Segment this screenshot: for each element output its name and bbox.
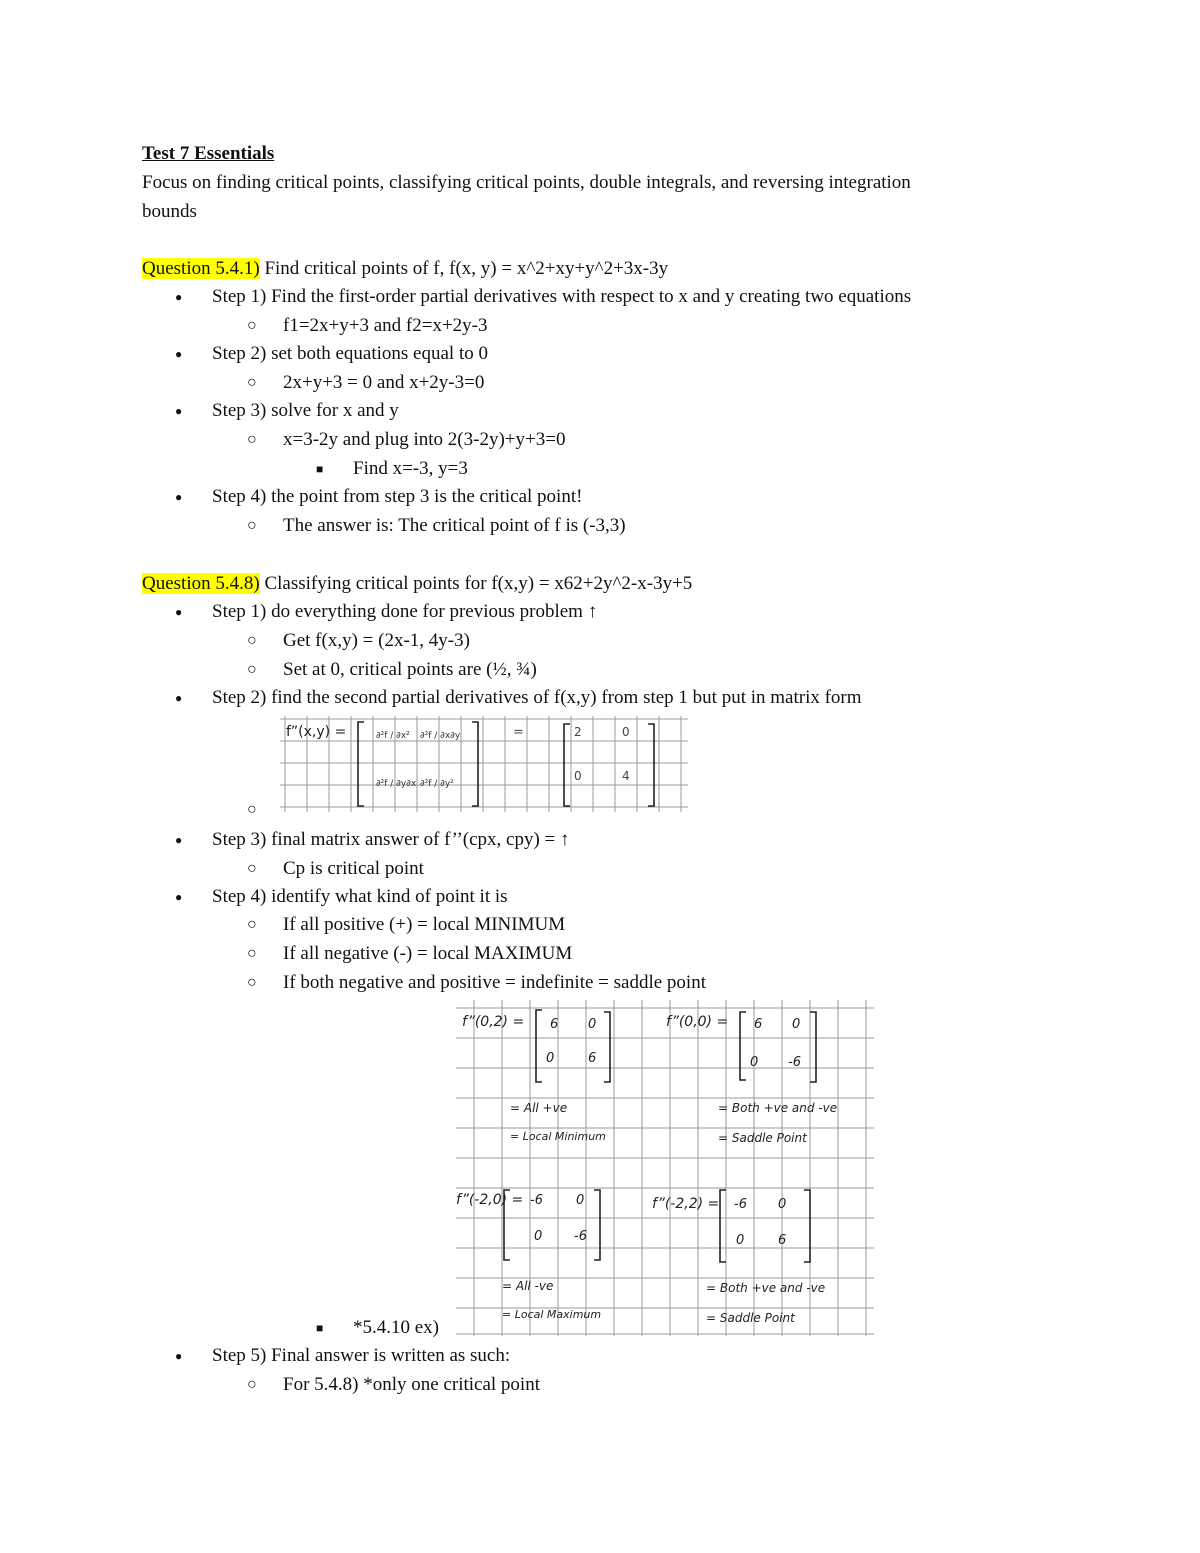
bullet-disc-icon	[175, 342, 182, 366]
matrix-entry-21: ∂²f / ∂y∂x	[376, 779, 417, 789]
bullet-circle-icon	[247, 314, 257, 338]
bullet-circle-icon	[247, 1373, 257, 1397]
q1-step-2: Step 2) set both equations equal to 0	[212, 343, 488, 364]
example-2-c: 0	[750, 1055, 759, 1070]
question-541-heading	[142, 257, 668, 281]
q2-step-4d: *5.4.10 ex)	[353, 1317, 440, 1338]
example-1-line1: = All +ve	[510, 1101, 568, 1115]
example-4-line2: = Saddle Point	[706, 1311, 795, 1325]
example-1-b: 0	[588, 1017, 597, 1032]
q2-step-3: Step 3) final matrix answer of f’’(cpx, cpy) = ↑	[212, 829, 570, 850]
bullet-circle-icon	[247, 371, 257, 395]
q1-step-4a: The answer is: The critical point of f is (-3,3)	[283, 515, 626, 536]
example-3-b: 0	[576, 1193, 585, 1208]
matrix-entry-12: ∂²f / ∂x∂y	[420, 731, 461, 741]
example-1-a: 6	[550, 1017, 559, 1032]
q2-step-3a: Cp is critical point	[283, 858, 424, 879]
example-4-c: 0	[736, 1233, 745, 1248]
handwritten-matrix-image	[280, 716, 688, 812]
question-548-heading	[142, 572, 692, 596]
example-2-d: -6	[788, 1055, 801, 1070]
q2-step-4: Step 4) identify what kind of point it is	[212, 886, 508, 907]
bullet-square-icon	[316, 1316, 323, 1340]
bullet-circle-icon	[247, 971, 257, 995]
bullet-circle-icon	[247, 658, 257, 682]
q2-step-5: Step 5) Final answer is written as such:	[212, 1345, 511, 1366]
bullet-disc-icon	[175, 399, 182, 423]
q2-step-4a: If all positive (+) = local MINIMUM	[283, 914, 566, 935]
example-1-lhs: f”(0,2) =	[462, 1014, 525, 1030]
example-2-lhs: f”(0,0) =	[666, 1014, 729, 1030]
example-3-a: -6	[530, 1193, 543, 1208]
question-541-label: Question 5.4.1)	[142, 258, 260, 279]
bullet-circle-icon	[247, 798, 257, 822]
matrix-equals: =	[513, 725, 524, 740]
question-548-label: Question 5.4.8)	[142, 573, 260, 594]
example-3-line2: = Local Maximum	[502, 1308, 602, 1321]
matrix-entry-11: ∂²f / ∂x²	[376, 731, 410, 741]
example-4-d: 6	[778, 1233, 787, 1248]
q1-step-4: Step 4) the point from step 3 is the critical point!	[212, 486, 583, 507]
example-2-line1: = Both +ve and -ve	[718, 1101, 838, 1115]
matrix-result-12: 0	[622, 725, 630, 739]
intro-line-1: Focus on finding critical points, classifying critical points, double integrals, and reversing integration	[142, 172, 911, 193]
q1-step-1a: f1=2x+y+3 and f2=x+2y-3	[283, 315, 488, 336]
q2-step-2: Step 2) find the second partial derivatives of f(x,y) from step 1 but put in matrix form	[212, 687, 862, 708]
bullet-disc-icon	[175, 1344, 182, 1368]
bullet-disc-icon	[175, 600, 182, 624]
bullet-circle-icon	[247, 913, 257, 937]
matrix-lhs: f”(x,y) =	[286, 724, 347, 740]
bullet-disc-icon	[175, 285, 182, 309]
example-1-d: 6	[588, 1051, 597, 1066]
example-3-c: 0	[534, 1229, 543, 1244]
question-541-text: Find critical points of f, f(x, y) = x^2+xy+y^2+3x-3y	[259, 258, 669, 279]
q2-step-1: Step 1) do everything done for previous problem ↑	[212, 601, 598, 622]
bullet-square-icon	[316, 457, 323, 481]
bullet-disc-icon	[175, 485, 182, 509]
matrix-result-11: 2	[574, 725, 582, 739]
document-title: Test 7 Essentials	[142, 143, 275, 164]
example-4-a: -6	[734, 1197, 747, 1212]
bullet-circle-icon	[247, 428, 257, 452]
q2-step-4c: If both negative and positive = indefinite = saddle point	[283, 972, 706, 993]
bullet-disc-icon	[175, 686, 182, 710]
matrix-result-21: 0	[574, 769, 582, 783]
bullet-circle-icon	[247, 629, 257, 653]
q2-step-4b: If all negative (-) = local MAXIMUM	[283, 943, 573, 964]
matrix-entry-22: ∂²f / ∂y²	[420, 779, 454, 789]
example-4-line1: = Both +ve and -ve	[706, 1281, 826, 1295]
example-3-lhs: f”(-2,0) =	[456, 1192, 524, 1208]
handwritten-examples-image	[456, 1000, 874, 1336]
q1-step-2a: 2x+y+3 = 0 and x+2y-3=0	[283, 372, 485, 393]
example-1-c: 0	[546, 1051, 555, 1066]
q2-step-5a: For 5.4.8) *only one critical point	[283, 1374, 540, 1395]
bullet-disc-icon	[175, 828, 182, 852]
q2-step-1b: Set at 0, critical points are (½, ¾)	[283, 659, 537, 680]
example-4-lhs: f”(-2,2) =	[652, 1196, 720, 1212]
intro-line-2: bounds	[142, 201, 197, 222]
q1-step-3: Step 3) solve for x and y	[212, 400, 399, 421]
bullet-disc-icon	[175, 885, 182, 909]
example-3-d: -6	[574, 1229, 587, 1244]
q1-step-1: Step 1) Find the first-order partial derivatives with respect to x and y creating two equations	[212, 286, 912, 307]
bullet-circle-icon	[247, 942, 257, 966]
q2-step-1a: Get f(x,y) = (2x-1, 4y-3)	[283, 630, 470, 651]
example-2-a: 6	[754, 1017, 763, 1032]
bullet-circle-icon	[247, 514, 257, 538]
matrix-result-22: 4	[622, 769, 630, 783]
bullet-circle-icon	[247, 857, 257, 881]
example-2-line2: = Saddle Point	[718, 1131, 807, 1145]
q1-step-3b: Find x=-3, y=3	[353, 458, 468, 479]
example-4-b: 0	[778, 1197, 787, 1212]
question-548-text: Classifying critical points for f(x,y) = x62+2y^2-x-3y+5	[259, 573, 693, 594]
example-1-line2: = Local Minimum	[510, 1130, 606, 1143]
example-2-b: 0	[792, 1017, 801, 1032]
example-3-line1: = All -ve	[502, 1279, 554, 1293]
q1-step-3a: x=3-2y and plug into 2(3-2y)+y+3=0	[283, 429, 566, 450]
